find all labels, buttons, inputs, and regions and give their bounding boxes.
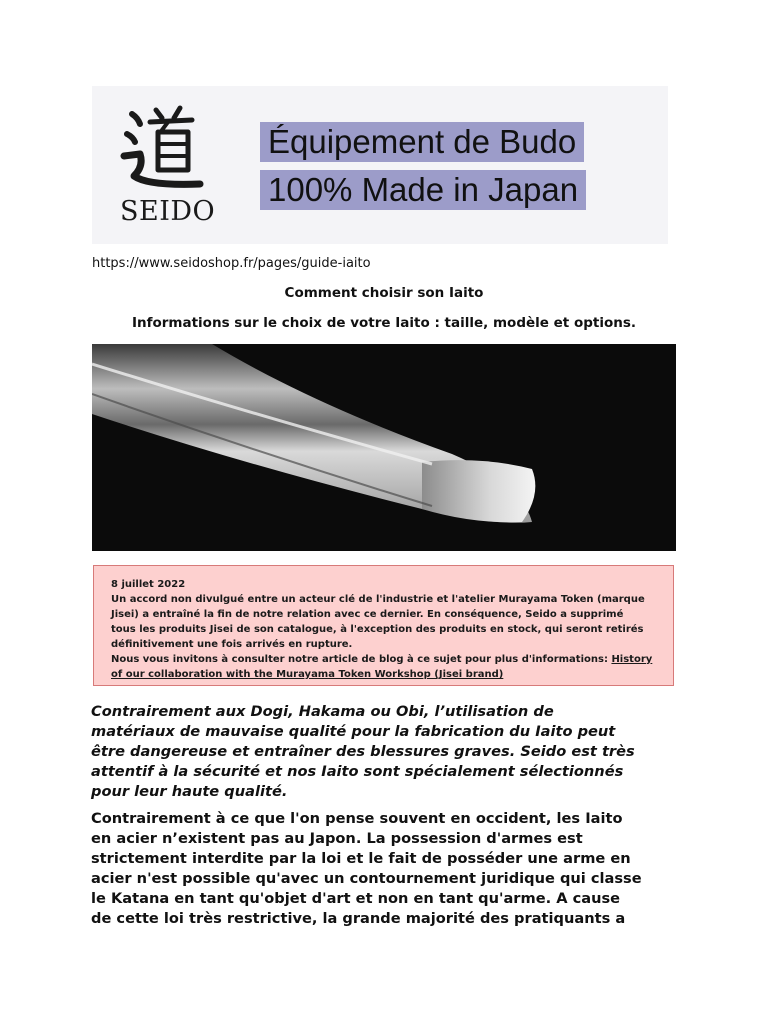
- notice-line: tous les produits Jisei de son catalogue, à l'exception des produits en stock, qui seront retirés: [111, 624, 644, 635]
- paragraph-line: Contrairement aux Dogi, Hakama ou Obi, l’utilisation de: [91, 703, 554, 720]
- body-paragraph: [91, 809, 681, 929]
- notice-text: Nous vous invitons à consulter notre article de blog à ce sujet pour plus d'informations:: [111, 654, 608, 665]
- page-subtitle: Informations sur le choix de votre Iaito : taille, modèle et options.: [131, 315, 637, 331]
- paragraph-line: matériaux de mauvaise qualité pour la fabrication du Iaito peut: [91, 723, 616, 740]
- history-link-continued[interactable]: of our collaboration with the Murayama Token Workshop (Jisei brand): [111, 669, 504, 680]
- notice-box: [93, 565, 674, 686]
- seido-kanji-logo-icon: [118, 104, 208, 194]
- hero-katana-image: [92, 344, 676, 551]
- paragraph-line: de cette loi très restrictive, la grande majorité des pratiquants a: [91, 910, 626, 927]
- banner-tagline-line1: Équipement de Budo: [260, 122, 584, 162]
- page-url: https://www.seidoshop.fr/pages/guide-iaito: [92, 256, 371, 271]
- paragraph-line: le Katana en tant qu'objet d'art et non en tant qu'arme. A cause: [91, 890, 621, 907]
- header-banner: [92, 86, 668, 244]
- paragraph-line: Contrairement à ce que l'on pense souvent en occident, les Iaito: [91, 810, 623, 827]
- notice-line: Jisei) a entraîné la fin de notre relation avec ce dernier. En conséquence, Seido a supprimé: [111, 609, 624, 620]
- paragraph-line: strictement interdite par la loi et le fait de posséder une arme en: [91, 850, 631, 867]
- paragraph-line: attentif à la sécurité et nos Iaito sont spécialement sélectionnés: [91, 763, 624, 780]
- notice-line: définitivement une fois arrivés en rupture.: [111, 639, 353, 650]
- notice-line: Un accord non divulgué entre un acteur clé de l'industrie et l'atelier Murayama Token (marque: [111, 594, 645, 605]
- notice-line: [111, 652, 659, 667]
- history-link[interactable]: History: [611, 654, 653, 665]
- banner-tagline-line2: 100% Made in Japan: [260, 170, 586, 210]
- katana-blade-icon: [92, 344, 676, 551]
- paragraph-line: être dangereuse et entraîner des blessures graves. Seido est très: [91, 743, 635, 760]
- paragraph-line: acier n'est possible qu'avec un contournement juridique qui classe: [91, 870, 642, 887]
- paragraph-line: pour leur haute qualité.: [91, 783, 288, 800]
- paragraph-line: en acier n’existent pas au Japon. La possession d'armes est: [91, 830, 583, 847]
- seido-logo-text: SEIDO: [120, 196, 216, 227]
- notice-line: [111, 667, 659, 682]
- notice-date: 8 juillet 2022: [111, 579, 186, 590]
- intro-paragraph: [91, 702, 681, 802]
- page-title: Comment choisir son Iaito: [284, 285, 484, 301]
